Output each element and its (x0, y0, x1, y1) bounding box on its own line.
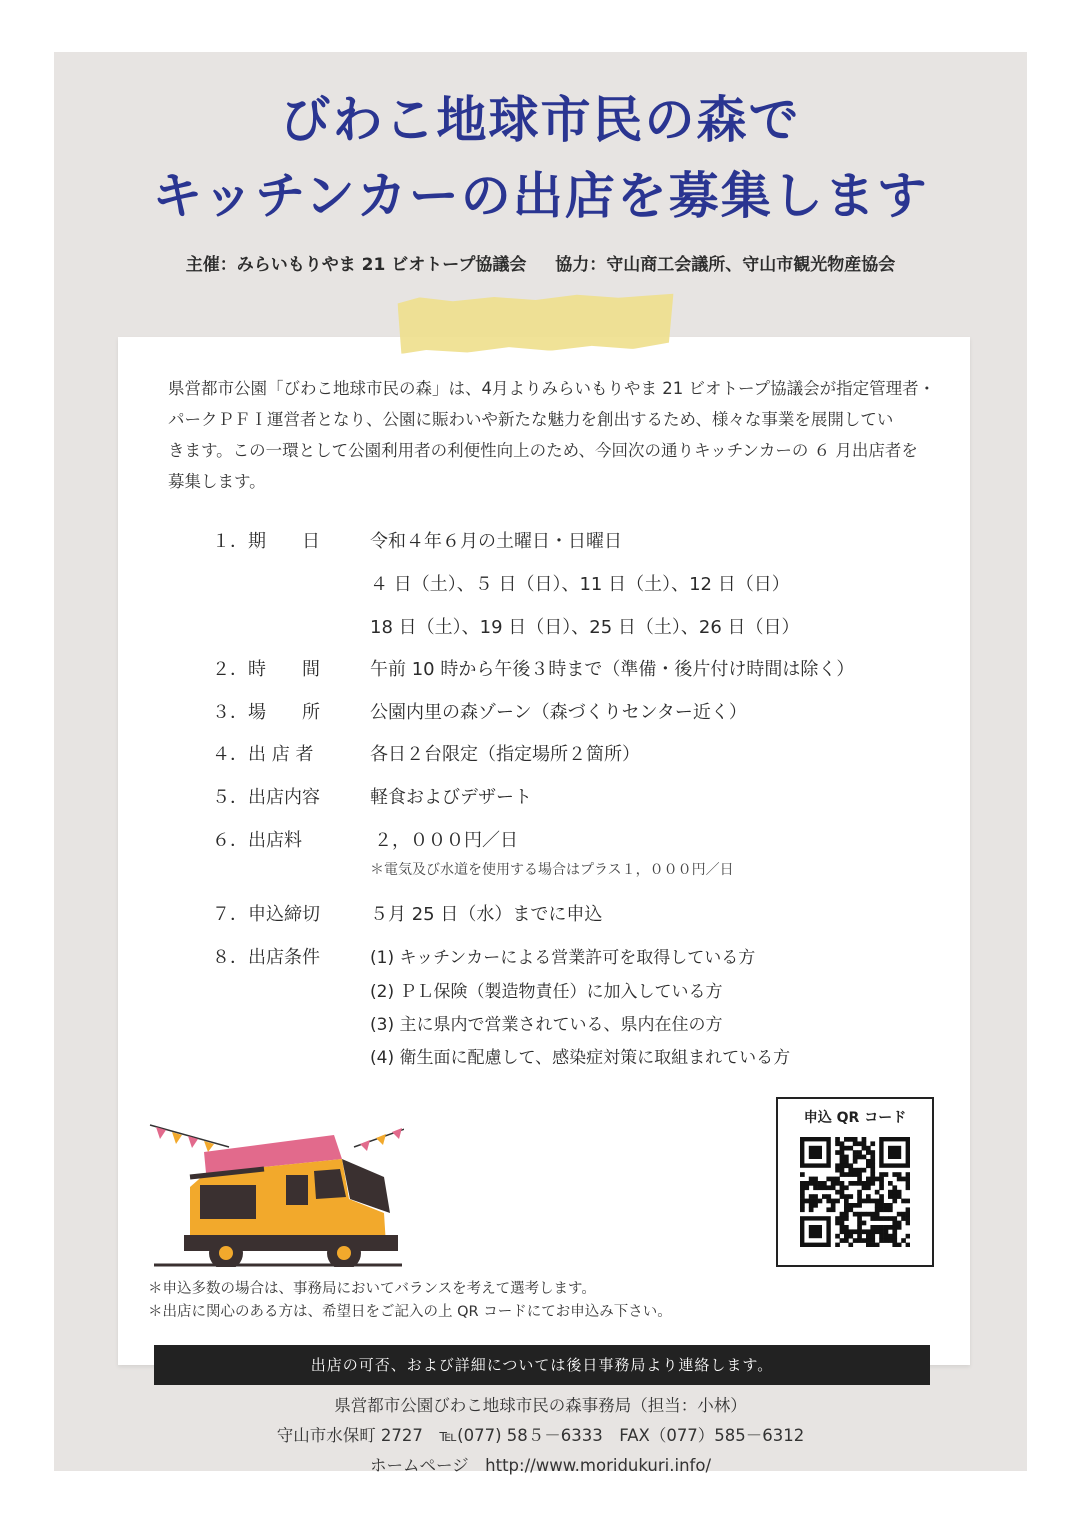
place-value: 公園内里の森ゾーン（森づくりセンター近く） (370, 702, 747, 723)
info-card (118, 337, 970, 1374)
condition-item: (4) 衛生面に配慮して、感染症対策に取組まれている方 (370, 1048, 791, 1068)
qr-code-icon[interactable] (800, 1137, 910, 1247)
date-value: 令和４年６月の土曜日・日曜日 (370, 531, 622, 552)
office-name: 県営都市公園びわこ地球市民の森事務局（担当：小林） (334, 1396, 747, 1415)
fee-label: ６．出店料 (212, 830, 302, 851)
fee-value: ２，０００円／日 (374, 830, 518, 851)
condition-item: (2) ＰＬ保険（製造物責任）に加入している方 (370, 982, 723, 1002)
date-list-1: ４ 日（土）、５ 日（日）、11 日（土）、12 日（日） (370, 574, 790, 595)
qr-code-box[interactable] (776, 1097, 934, 1267)
title-line-2: キッチンカーの出店を募集します (152, 167, 929, 225)
vendor-label: ４．出 店 者 (212, 744, 314, 765)
fee-note: ＊電気及び水道を使用する場合はプラス１，０００円／日 (370, 862, 734, 878)
footnote: ＊申込多数の場合は、事務局においてバランスを考えて選考します。 (148, 1281, 596, 1297)
content-value: 軽食およびデザート (370, 787, 532, 808)
condition-item: (1) キッチンカーによる営業許可を取得している方 (370, 948, 756, 968)
deadline-label: ７．申込締切 (212, 904, 320, 925)
condition-item: (3) 主に県内で営業されている、県内在住の方 (370, 1015, 723, 1035)
intro-line: 募集します。 (168, 472, 266, 491)
deadline-value: ５月 25 日（水）までに申込 (370, 904, 603, 925)
masking-tape (397, 292, 674, 354)
time-label: ２．時 間 (212, 659, 320, 680)
food-truck-illustration (144, 1117, 404, 1267)
office-address: 守山市水保町 2727 ℡(077) 58５－6333 FAX（077）585－6312 (276, 1426, 805, 1445)
intro-line: 県営都市公園「びわこ地球市民の森」は、4月よりみらいもりやま 21 ビオトープ協議会が指定管理者・ (168, 379, 936, 398)
place-label: ３．場 所 (212, 702, 320, 723)
title-line-1: びわこ地球市民の森で (280, 91, 801, 149)
vendor-value: 各日２台限定（指定場所２箇所） (370, 744, 640, 765)
conditions-label: ８．出店条件 (212, 947, 320, 968)
date-list-2: 18 日（土）、19 日（日）、25 日（土）、26 日（日） (370, 617, 800, 638)
contact-notice-bar: 出店の可否、および詳細については後日事務局より連絡します。 (154, 1345, 930, 1385)
qr-title: 申込 QR コード (803, 1110, 907, 1126)
intro-paragraph (168, 373, 948, 497)
homepage-link[interactable]: ホームページ http://www.moridukuri.info/ (369, 1456, 712, 1475)
footnote: ＊出店に関心のある方は、希望日をご記入の上 QR コードにてお申込み下さい。 (148, 1304, 672, 1320)
sponsors-line: 主催：みらいもりやま 21 ビオトープ協議会 協力：守山商工会議所、守山市観光物産協会 (185, 255, 896, 275)
intro-line: パークＰＦＩ運営者となり、公園に賑わいや新たな魅力を創出するため、様々な事業を展開してい (168, 410, 894, 429)
time-value: 午前 10 時から午後３時まで（準備・後片付け時間は除く） (370, 659, 855, 680)
poster-sheet (54, 52, 1027, 1475)
intro-line: きます。この一環として公園利用者の利便性向上のため、今回次の通りキッチンカーの ６ 月出店者を (168, 441, 918, 460)
content-label: ５．出店内容 (212, 787, 320, 808)
date-label: １．期 日 (212, 531, 320, 552)
